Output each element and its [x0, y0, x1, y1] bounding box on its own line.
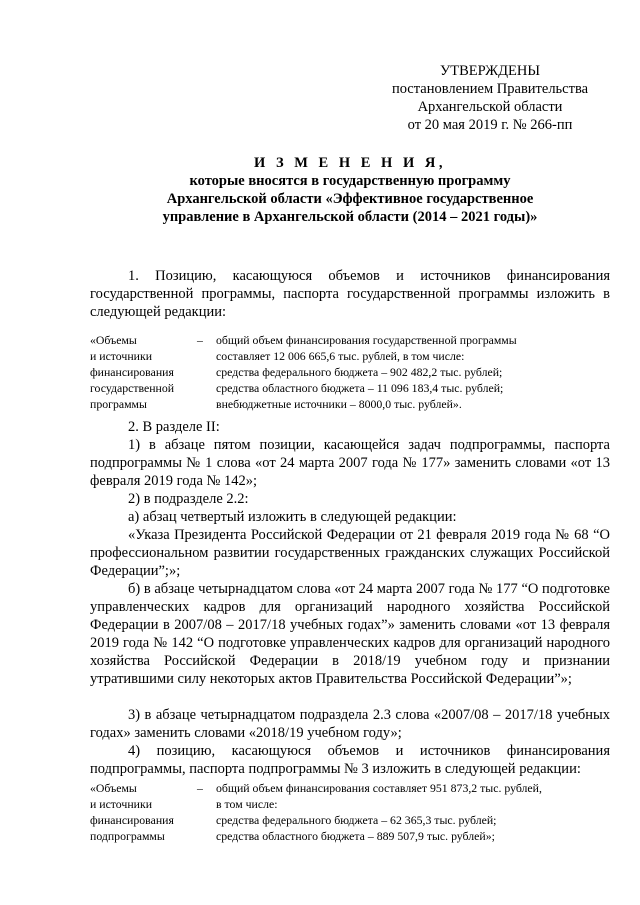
title-line-3: управление в Архангельской области (2014 – 2021 годы)»	[162, 209, 538, 225]
table1-dash: –	[197, 333, 203, 347]
table2-right-column	[216, 780, 610, 844]
paragraph-2: 2. В разделе II:	[128, 419, 220, 435]
title-line-1: которые вносятся в государственную программу	[189, 173, 511, 189]
table2-left-line: и источники	[90, 797, 153, 811]
paragraph-6: «Указа Президента Российской Федерации от 21 февраля 2019 года № 68 “О профессиональном развитии государственных гражданских служащих Российской Федерации”;»;	[90, 527, 610, 579]
paragraph-5: а) абзац четвертый изложить в следующей редакции:	[128, 509, 457, 525]
approval-line-4: от 20 мая 2019 г. № 266-пп	[407, 117, 573, 133]
table1-left-line: финансирования	[90, 365, 174, 379]
approval-line-2: постановлением Правительства	[391, 81, 589, 97]
approval-line-3: Архангельской области	[417, 99, 563, 115]
funding-table-subprogram	[90, 780, 610, 846]
table2-left-line: «Объемы	[90, 781, 137, 795]
table2-right-line: общий объем финансирования составляет 951 873,2 тыс. рублей,	[216, 781, 542, 795]
paragraph-9: 4) позицию, касающуюся объемов и источников финансирования подпрограммы, паспорта подпрограммы № 3 изложить в следующей редакции:	[90, 743, 610, 777]
paragraph-7: б) в абзаце четырнадцатом слова «от 24 марта 2007 года № 177 “О подготовке управленческих кадров для организаций народного хозяйства Российской Федерации в 2007/08 – 2017/18 учебных годах”» заменить словами «от 13 февраля 2019 года № 142 “О подготовке управленческих кадров для организаций народного хозяйства Российской Федерации в 2018/19 учебном году и признании утратившими силу некоторых актов Правительства Российской Федерации”»;	[90, 581, 610, 687]
table1-left-column	[90, 332, 190, 412]
approval-stamp	[380, 62, 600, 134]
paragraph-8: 3) в абзаце четырнадцатом подраздела 2.3 слова «2007/08 – 2017/18 учебных годах» заменить словами «2018/19 учебном году»;	[90, 707, 610, 741]
table2-left-column	[90, 780, 190, 844]
table1-right-line: составляет 12 006 665,6 тыс. рублей, в том числе:	[216, 349, 465, 363]
approval-line-1: УТВЕРЖДЕНЫ	[439, 63, 541, 79]
table1-right-line: средства федерального бюджета – 902 482,2 тыс. рублей;	[216, 365, 503, 379]
paragraph-1: 1. Позицию, касающуюся объемов и источников финансирования государственной программы, паспорта государственной программы изложить в следующей редакции:	[90, 268, 610, 320]
table1-right-line: внебюджетные источники – 8000,0 тыс. рублей».	[216, 397, 462, 411]
table1-right-column	[216, 332, 610, 412]
table2-left-line: подпрограммы	[90, 829, 165, 843]
document-title	[90, 154, 610, 226]
title-line-2: Архангельской области «Эффективное государственное	[166, 191, 534, 207]
table1-right-line: средства областного бюджета – 11 096 183,4 тыс. рублей;	[216, 381, 504, 395]
table1-left-line: государственной	[90, 381, 175, 395]
paragraph-3: 1) в абзаце пятом позиции, касающейся задач подпрограммы, паспорта подпрограммы № 1 слова «от 24 марта 2007 года № 177» заменить словами «от 13 февраля 2019 года № 142»;	[90, 437, 610, 489]
table1-right-line: общий объем финансирования государственной программы	[216, 333, 517, 347]
table2-left-line: финансирования	[90, 813, 174, 827]
table2-dash: –	[197, 781, 203, 795]
funding-table-program	[90, 332, 610, 414]
table1-left-line: и источники	[90, 349, 153, 363]
table2-right-line: средства областного бюджета – 889 507,9 тыс. рублей»;	[216, 829, 495, 843]
paragraph-4: 2) в подразделе 2.2:	[128, 491, 249, 507]
table2-right-line: средства федерального бюджета – 62 365,3 тыс. рублей;	[216, 813, 497, 827]
table1-left-line: программы	[90, 397, 147, 411]
table2-right-line: в том числе:	[216, 797, 278, 811]
table1-left-line: «Объемы	[90, 333, 137, 347]
title-heading: И З М Е Н Е Н И Я,	[254, 155, 446, 171]
